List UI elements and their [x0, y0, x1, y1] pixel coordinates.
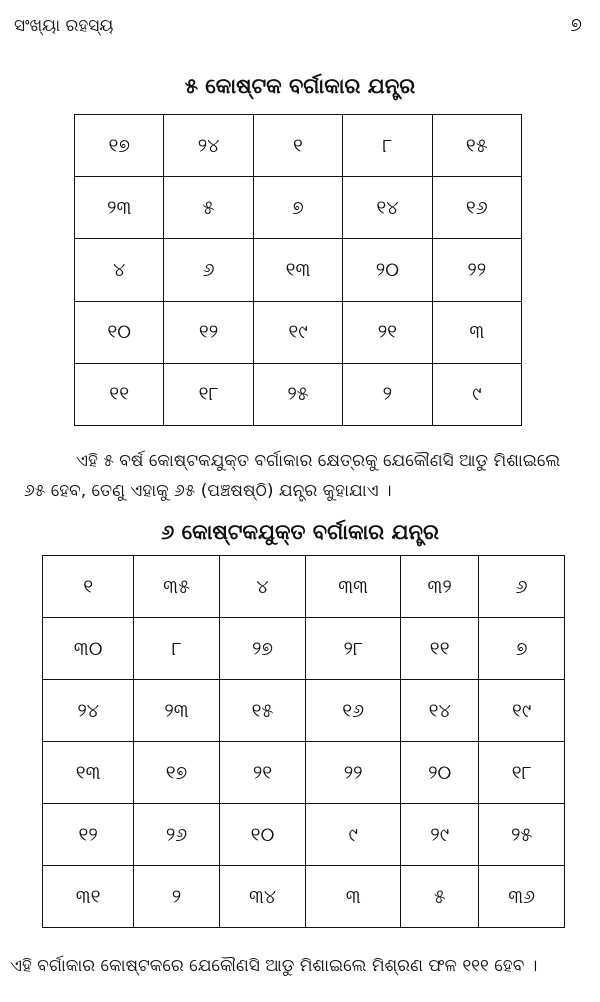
grid-cell: ୨: [134, 866, 219, 928]
book-title: ସଂଖ୍ୟା ରହସ୍ୟ: [14, 16, 114, 36]
grid-cell: ୧୭: [75, 115, 164, 177]
page-number: ୭: [570, 14, 582, 36]
table-row: [43, 680, 565, 742]
magic-square-6x6: [42, 555, 565, 928]
grid-cell: ୧୩: [43, 742, 134, 804]
grid-cell: ୧: [43, 556, 134, 618]
grid-cell: ୧୭: [134, 742, 219, 804]
section1-title: ୫ କୋଷ୍ଟକ ବର୍ଗାକାର ଯନ୍ତ୍ର: [184, 74, 416, 98]
grid-cell: ୨୨: [306, 742, 401, 804]
grid-cell: ୧୯: [253, 301, 342, 363]
grid-cell: ୩୨: [401, 556, 479, 618]
grid-cell: ୯: [432, 363, 521, 425]
section1-paragraph: ଏହି ୫ ବର୍ଷ କୋଷ୍ଟକଯୁକ୍ତ ବର୍ଗାକାର କ୍ଷେତ୍ରକୁ ଯେକୌଣସି ଆଡୁ ମିଶାଇଲେ ୬୫ ହେବ, ତେଣୁ ଏହାକୁ ୬୫ (ପଞ୍ଚଷଷ୍ଠି) ଯନ୍ତ୍ର କୁହାଯାଏ ।: [24, 451, 561, 501]
grid-cell: ୮: [134, 618, 219, 680]
grid-cell: ୯: [306, 804, 401, 866]
table-row: [43, 804, 565, 866]
grid-cell: ୨୪: [164, 115, 253, 177]
section2-title: ୬ କୋଷ୍ଟକଯୁକ୍ତ ବର୍ଗାକାର ଯନ୍ତ୍ର: [161, 520, 439, 544]
grid-cell: ୭: [479, 618, 565, 680]
grid-cell: ୧୮: [479, 742, 565, 804]
grid-cell: ୪: [219, 556, 305, 618]
grid-cell: ୩୧: [43, 866, 134, 928]
grid-cell: ୩୩: [306, 556, 401, 618]
grid-cell: ୨୫: [253, 363, 342, 425]
grid-cell: ୮: [343, 115, 432, 177]
grid-cell: ୨୬: [134, 804, 219, 866]
grid-cell: ୨୯: [401, 804, 479, 866]
grid-cell: ୨୩: [134, 680, 219, 742]
grid-cell: ୧୮: [164, 363, 253, 425]
grid-cell: ୧୨: [43, 804, 134, 866]
table-row: [43, 866, 565, 928]
table-row: [75, 177, 522, 239]
grid-cell: ୭: [253, 177, 342, 239]
grid-cell: ୨୩: [75, 177, 164, 239]
grid-cell: ୨୭: [219, 618, 305, 680]
grid-cell: ୧୫: [432, 115, 521, 177]
grid-cell: ୩୪: [219, 866, 305, 928]
grid-cell: ୨୫: [479, 804, 565, 866]
table-row: [43, 742, 565, 804]
table-row: [43, 556, 565, 618]
grid-cell: ୫: [401, 866, 479, 928]
grid-cell: ୧୪: [401, 680, 479, 742]
grid-cell: ୧: [253, 115, 342, 177]
grid-cell: ୩: [432, 301, 521, 363]
grid-cell: ୧୬: [432, 177, 521, 239]
grid-cell: ୨୧: [343, 301, 432, 363]
table-row: [43, 618, 565, 680]
grid-cell: ୪: [75, 239, 164, 301]
table-row: [75, 239, 522, 301]
grid-cell: ୨୦: [401, 742, 479, 804]
grid-cell: ୨୪: [43, 680, 134, 742]
grid-cell: ୧୫: [219, 680, 305, 742]
grid-cell: ୧୪: [343, 177, 432, 239]
table-row: [75, 115, 522, 177]
grid-cell: ୨୦: [343, 239, 432, 301]
table-row: [75, 301, 522, 363]
grid-cell: ୧୧: [75, 363, 164, 425]
grid-cell: ୧୦: [75, 301, 164, 363]
grid-cell: ୬: [164, 239, 253, 301]
grid-cell: ୧୩: [253, 239, 342, 301]
grid-cell: ୩୫: [134, 556, 219, 618]
section2-paragraph: ଏହି ବର୍ଗାକାର କୋଷ୍ଟକରେ ଯେକୌଣସି ଆଡୁ ମିଶାଇଲେ ମିଶ୍ରଣ ଫଳ ୧୧୧ ହେବ ।: [10, 956, 538, 976]
magic-square-5x5: [74, 114, 522, 426]
grid-cell: ୩୬: [479, 866, 565, 928]
grid-cell: ୧୦: [219, 804, 305, 866]
grid-cell: ୩: [306, 866, 401, 928]
grid-cell: ୫: [164, 177, 253, 239]
grid-cell: ୨: [343, 363, 432, 425]
grid-cell: ୧୨: [164, 301, 253, 363]
grid-cell: ୬: [479, 556, 565, 618]
grid-cell: ୧୬: [306, 680, 401, 742]
grid-cell: ୧୯: [479, 680, 565, 742]
grid-cell: ୨୨: [432, 239, 521, 301]
grid-cell: ୨୧: [219, 742, 305, 804]
table-row: [75, 363, 522, 425]
grid-cell: ୧୧: [401, 618, 479, 680]
grid-cell: ୨୮: [306, 618, 401, 680]
grid-cell: ୩୦: [43, 618, 134, 680]
page-header: [0, 0, 600, 44]
